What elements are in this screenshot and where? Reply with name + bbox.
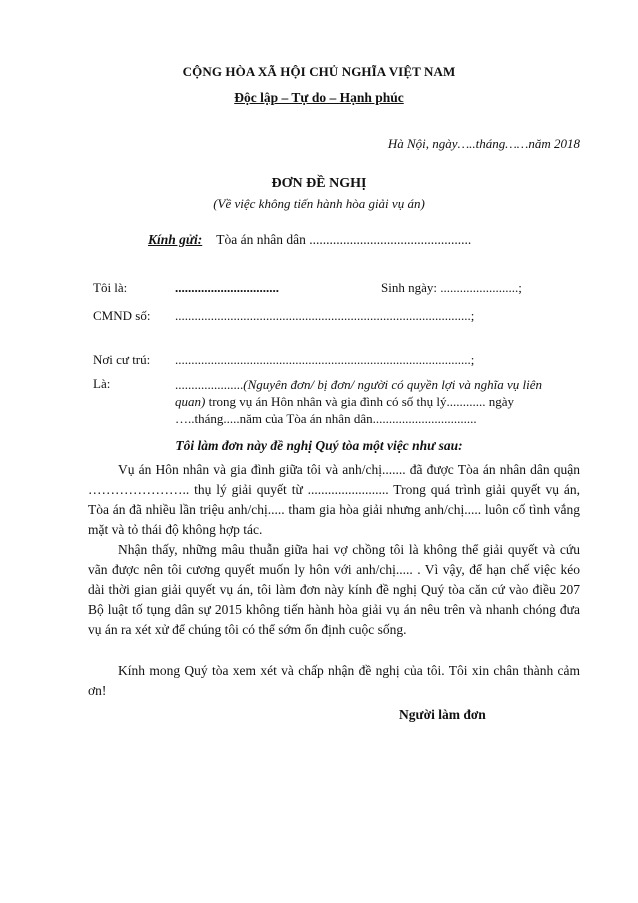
info-row-name — [83, 280, 573, 308]
name-value: ................................ — [175, 280, 279, 295]
info-row-role — [83, 376, 573, 436]
motto-text: Độc lập – Tự do – Hạnh phúc — [234, 90, 404, 105]
name-label: Tôi là: — [93, 280, 128, 295]
body-paragraph: Kính mong Quý tòa xem xét và chấp nhận đề nghị của tôi. Tôi xin chân thành cảm ơn! — [88, 663, 580, 698]
addressee-value: Tòa án nhân dân ................................................ — [216, 232, 472, 247]
info-row-address — [83, 352, 573, 376]
request-heading: Tôi làm đơn này đề nghị Quý tòa một việc như sau: — [175, 438, 463, 453]
addressee-label: Kính gửi: — [148, 232, 203, 247]
place-date: Hà Nội, ngày…..tháng……năm 2018 — [387, 136, 580, 151]
signature-label: Người làm đơn — [399, 707, 486, 722]
personal-info-table — [83, 280, 573, 436]
document-subtitle: (Về việc không tiến hành hòa giải vụ án) — [213, 196, 425, 211]
body-paragraph: Nhận thấy, những mâu thuẫn giữa hai vợ chồng tôi là không thể giải quyết và cứu vãn được nên tôi cương quyết muốn ly hôn với anh/chị..... . Vì vậy, để hạn chế việc kéo dài thời gian giải quyết vụ án, tôi làm đơn này kính đề nghị Quý tòa căn cứ vào điều 207 Bộ luật tố tụng dân sự 2015 không tiến hành hòa giải vụ án nêu trên và nhanh chóng đưa vụ án ra xét xử để chúng tôi có thể sớm ổn định cuộc sống. — [88, 542, 580, 637]
national-title: CỘNG HÒA XÃ HỘI CHỦ NGHĨA VIỆT NAM — [182, 64, 456, 79]
document-title: ĐƠN ĐỀ NGHỊ — [271, 176, 367, 191]
national-motto — [0, 90, 638, 106]
role-case-details: trong vụ án Hôn nhân và gia đình có số thụ lý............ ngày …..tháng.....năm của Tòa án nhân dân................................ — [175, 394, 515, 426]
dob-field: Sinh ngày: ........................; — [381, 280, 522, 295]
role-dots: ..................... — [175, 377, 244, 392]
role-options: (Nguyên đơn/ bị đơn/ người có quyền lợi và nghĩa vụ liên quan) — [175, 377, 543, 409]
address-label: Nơi cư trú: — [93, 352, 151, 367]
addressee-line — [148, 232, 471, 248]
id-value: ...........................................................................................; — [175, 308, 475, 323]
id-label: CMND số: — [93, 308, 151, 323]
address-value: ...........................................................................................; — [175, 352, 475, 367]
info-row-id — [83, 308, 573, 352]
body-paragraph: Vụ án Hôn nhân và gia đình giữa tôi và anh/chị....... đã được Tòa án nhân dân quận ………………….. thụ lý giải quyết từ ........................ Trong quá trình giải quyết vụ án, Tòa án đã nhiều lần triệu anh/chị..... tham gia hòa giải nhưng anh/chị..... luôn cố tình vắng mặt và tỏ thái độ không hợp tác. — [88, 462, 580, 537]
role-label: Là: — [93, 376, 111, 391]
role-value — [175, 376, 570, 427]
